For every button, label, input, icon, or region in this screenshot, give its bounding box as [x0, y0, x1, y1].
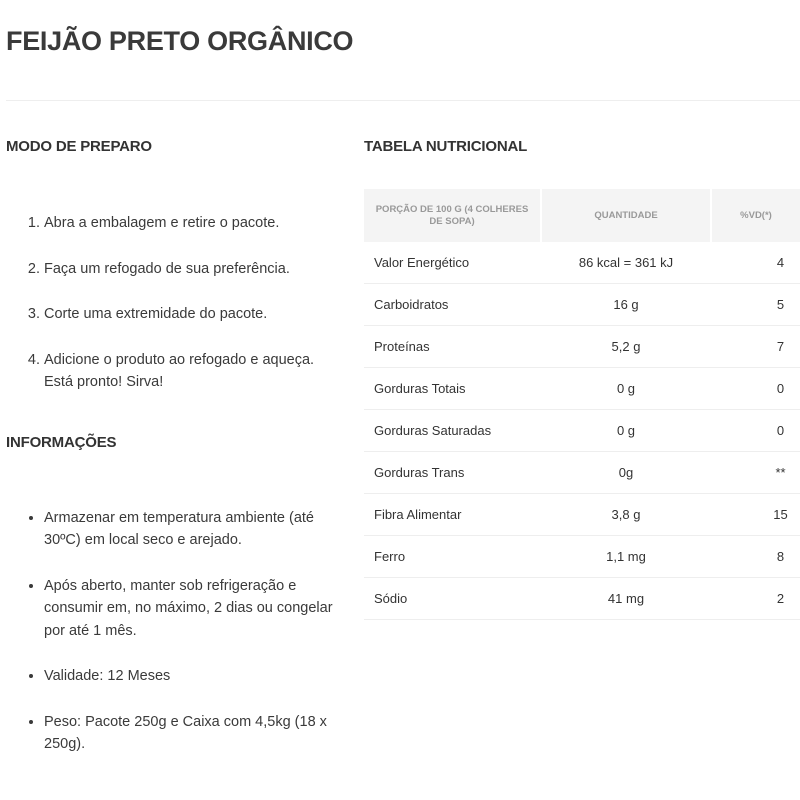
table-row: [364, 284, 800, 326]
nutrient-vd: 0: [711, 368, 800, 410]
table-row: [364, 536, 800, 578]
table-row: [364, 410, 800, 452]
nutrient-vd: 2: [711, 578, 800, 620]
nutrient-quantity: 0g: [541, 452, 711, 494]
table-row: [364, 452, 800, 494]
nutrient-name: Fibra Alimentar: [364, 494, 541, 536]
list-item: 1. Abra a embalagem e retire o pacote.: [44, 212, 346, 235]
nutrient-quantity: 3,8 g: [541, 494, 711, 536]
nutrient-quantity: 0 g: [541, 410, 711, 452]
right-column: [364, 138, 800, 620]
nutrient-vd: 8: [711, 536, 800, 578]
table-row: [364, 494, 800, 536]
table-row: [364, 578, 800, 620]
table-row: [364, 368, 800, 410]
nutrient-vd: **: [711, 452, 800, 494]
nutrient-name: Ferro: [364, 536, 541, 578]
nutrient-quantity: 41 mg: [541, 578, 711, 620]
header-vd: %VD(*): [711, 189, 800, 242]
nutrient-vd: 5: [711, 284, 800, 326]
list-item: • Peso: Pacote 250g e Caixa com 4,5kg (18 x 250g).: [44, 711, 346, 756]
list-item: 2. Faça um refogado de sua preferência.: [44, 258, 346, 281]
nutrient-quantity: 1,1 mg: [541, 536, 711, 578]
nutrient-quantity: 16 g: [541, 284, 711, 326]
list-item: • Armazenar em temperatura ambiente (até 30ºC) em local seco e arejado.: [44, 507, 346, 552]
nutrient-quantity: 0 g: [541, 368, 711, 410]
table-row: [364, 326, 800, 368]
list-item: • Validade: 12 Meses: [44, 665, 346, 688]
nutrient-name: Gorduras Saturadas: [364, 410, 541, 452]
preparo-heading: MODO DE PREPARO: [6, 138, 152, 155]
nutrient-name: Carboidratos: [364, 284, 541, 326]
header-porcao: PORÇÃO DE 100 G (4 COLHERES DE SOPA): [364, 189, 541, 242]
nutrient-name: Proteínas: [364, 326, 541, 368]
nutrient-vd: 7: [711, 326, 800, 368]
nutrient-name: Gorduras Trans: [364, 452, 541, 494]
tabela-heading: TABELA NUTRICIONAL: [364, 138, 528, 155]
preparo-steps: [6, 212, 346, 394]
nutrient-quantity: 5,2 g: [541, 326, 711, 368]
nutrient-vd: 4: [711, 242, 800, 284]
nutrition-table: [364, 189, 800, 620]
nutrient-vd: 0: [711, 410, 800, 452]
nutrient-vd: 15: [711, 494, 800, 536]
nutrient-quantity: 86 kcal = 361 kJ: [541, 242, 711, 284]
page-title: FEIJÃO PRETO ORGÂNICO: [6, 26, 354, 56]
informacoes-list: [6, 507, 346, 756]
nutrient-name: Gorduras Totais: [364, 368, 541, 410]
title-divider: [6, 100, 800, 101]
nutrient-name: Sódio: [364, 578, 541, 620]
header-quantidade: QUANTIDADE: [541, 189, 711, 242]
table-row: [364, 242, 800, 284]
left-column: [6, 138, 346, 779]
list-item: • Após aberto, manter sob refrigeração e consumir em, no máximo, 2 dias ou congelar por até 1 mês.: [44, 575, 346, 643]
list-item: 3. Corte uma extremidade do pacote.: [44, 303, 346, 326]
list-item: 4. Adicione o produto ao refogado e aqueça. Está pronto! Sirva!: [44, 349, 346, 394]
nutrient-name: Valor Energético: [364, 242, 541, 284]
informacoes-heading: INFORMAÇÕES: [6, 433, 117, 451]
table-header-row: [364, 189, 800, 242]
